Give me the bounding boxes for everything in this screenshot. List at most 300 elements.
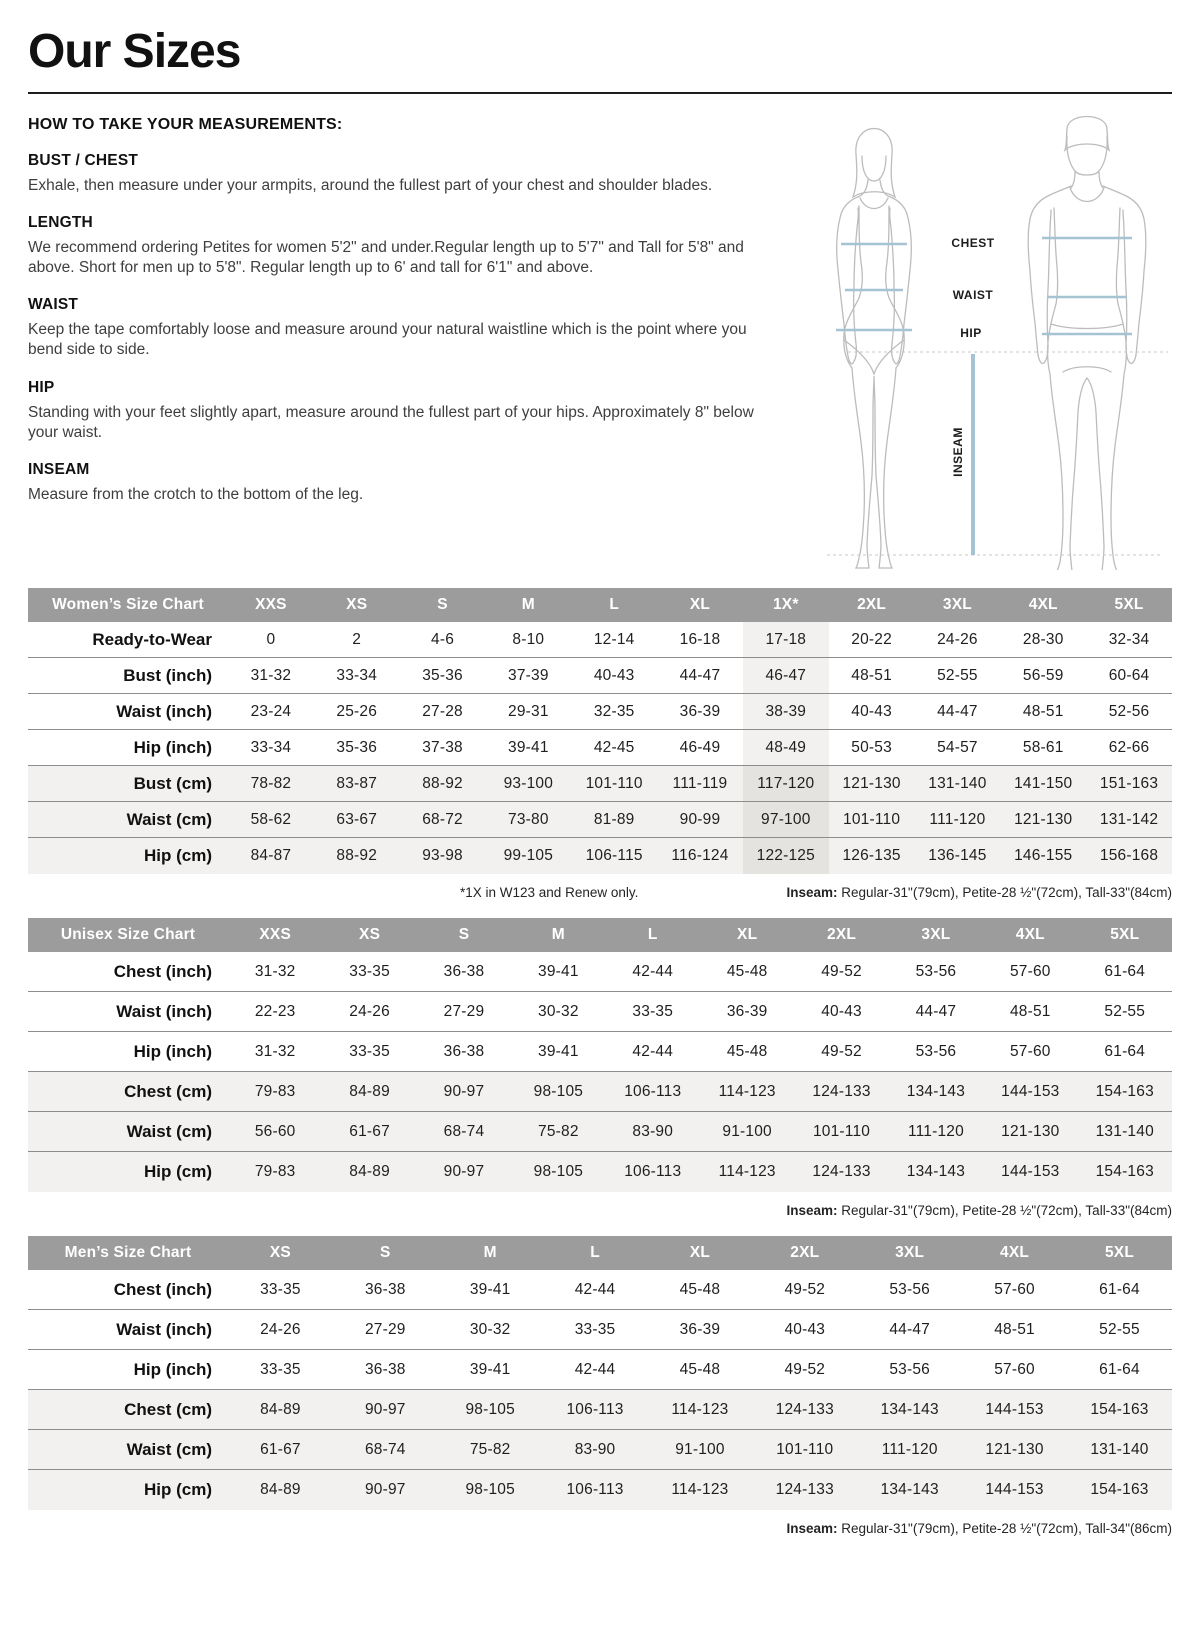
inseam-footnote-text: Regular-31"(79cm), Petite-28 ½"(72cm), Tall-34"(86cm): [837, 1520, 1172, 1536]
row-label: Bust (inch): [123, 665, 212, 685]
size-cell: 88-92: [336, 847, 378, 865]
size-cell: 54-57: [937, 738, 978, 756]
size-cell: 36-39: [679, 702, 721, 720]
size-cell: 68-74: [364, 1440, 406, 1458]
size-cell: 83-90: [574, 1440, 616, 1458]
size-cell: 56-60: [254, 1122, 296, 1140]
size-cell: 44-47: [679, 666, 721, 684]
size-cell: 39-41: [469, 1280, 511, 1298]
size-cell: 24-26: [937, 630, 978, 648]
size-cell: 84-89: [349, 1163, 390, 1181]
size-cell: 111-120: [929, 810, 986, 828]
chest-label: CHEST: [951, 235, 995, 250]
section-body: Exhale, then measure under your armpits, around the fullest part of your chest and shoulder blades.: [28, 176, 713, 194]
size-cell: 116-124: [671, 847, 729, 865]
size-cell: 31-32: [250, 666, 292, 684]
size-cell: 30-32: [469, 1320, 511, 1338]
size-cell: 124-133: [775, 1400, 834, 1418]
size-cell: 46-47: [743, 658, 829, 694]
size-cell: 101-110: [776, 1440, 834, 1458]
row-label: Waist (cm): [126, 809, 212, 829]
size-cell: 36-38: [443, 962, 485, 980]
size-column-header: 3XL: [889, 918, 983, 952]
section-heading: INSEAM: [28, 460, 90, 478]
page-title: Our Sizes: [28, 25, 241, 78]
section-heading: WAIST: [28, 296, 79, 314]
womens-size-table: [28, 588, 1172, 874]
section-body: Measure from the crotch to the bottom of the leg.: [28, 485, 364, 503]
section-inseam: [28, 461, 770, 505]
mens-inseam-footnote: [786, 1521, 1172, 1536]
size-cell: 12-14: [593, 630, 635, 648]
size-cell: 121-130: [985, 1440, 1044, 1458]
size-cell: 144-153: [1001, 1163, 1060, 1181]
size-cell: 101-110: [843, 810, 901, 828]
size-cell: 24-26: [349, 1002, 390, 1020]
size-cell: 39-41: [538, 1042, 579, 1060]
inseam-footnote-label: Inseam:: [786, 1202, 838, 1218]
table-row: [28, 838, 1172, 874]
size-cell: 93-98: [422, 847, 463, 865]
size-cell: 40-43: [821, 1002, 862, 1020]
row-label: Hip (cm): [144, 1162, 212, 1182]
size-cell: 31-32: [254, 1042, 296, 1060]
size-cell: 48-51: [851, 666, 892, 684]
woman-figure-outline: [837, 128, 912, 568]
size-cell: 40-43: [851, 702, 892, 720]
size-column-header: XL: [657, 588, 743, 622]
table-row: [28, 1430, 1172, 1470]
size-cell: 42-44: [574, 1280, 616, 1298]
size-cell: 37-38: [422, 738, 463, 756]
size-cell: 126-135: [842, 847, 901, 865]
man-figure-outline: [1028, 116, 1146, 570]
size-cell: 75-82: [538, 1122, 579, 1140]
row-label: Hip (inch): [133, 737, 212, 757]
size-cell: 45-48: [679, 1360, 721, 1378]
inseam-footnote-label: Inseam:: [786, 884, 838, 900]
size-cell: 144-153: [985, 1400, 1044, 1418]
size-column-header: 2XL: [794, 918, 888, 952]
row-label: Bust (cm): [133, 773, 212, 793]
row-label: Chest (inch): [113, 961, 212, 981]
table-row: [28, 802, 1172, 838]
size-column-header: XXS: [228, 588, 314, 622]
size-cell: 57-60: [1009, 1042, 1051, 1060]
size-cell: 39-41: [538, 962, 579, 980]
section-body: We recommend ordering Petites for women 5'2" and under.Regular length up to 5'7" and Tall for 5'8" and above. Short for men up to 5'8". Regular length up to 6' and tall for 6'1" and above.: [28, 238, 744, 277]
size-cell: 121-130: [1014, 810, 1073, 828]
size-cell: 33-34: [336, 666, 378, 684]
size-cell: 90-97: [364, 1400, 406, 1418]
size-cell: 2: [352, 630, 362, 648]
size-cell: 154-163: [1090, 1400, 1149, 1418]
size-cell: 17-18: [743, 622, 829, 658]
size-cell: 106-113: [624, 1163, 682, 1181]
size-cell: 81-89: [593, 810, 635, 828]
size-column-header: 4XL: [962, 1236, 1067, 1270]
title-divider: [28, 92, 1172, 94]
table-row: [28, 1112, 1172, 1152]
size-cell: 57-60: [994, 1360, 1035, 1378]
size-cell: 30-32: [538, 1002, 579, 1020]
size-cell: 31-32: [254, 962, 296, 980]
size-cell: 57-60: [994, 1280, 1035, 1298]
size-column-header: 3XL: [915, 588, 1001, 622]
size-cell: 84-87: [250, 847, 292, 865]
size-cell: 146-155: [1014, 847, 1073, 865]
row-label: Hip (inch): [133, 1359, 212, 1379]
size-cell: 131-140: [1090, 1440, 1149, 1458]
size-cell: 98-105: [465, 1481, 515, 1499]
size-cell: 0: [266, 630, 276, 648]
size-cell: 60-64: [1108, 666, 1150, 684]
size-cell: 27-29: [364, 1320, 406, 1338]
table-row: [28, 658, 1172, 694]
size-cell: 61-64: [1099, 1280, 1140, 1298]
size-cell: 144-153: [1001, 1082, 1060, 1100]
size-cell: 61-64: [1099, 1360, 1140, 1378]
size-cell: 58-62: [250, 810, 292, 828]
size-cell: 156-168: [1099, 847, 1159, 865]
size-column-header: XS: [322, 918, 416, 952]
size-cell: 106-113: [624, 1082, 682, 1100]
size-cell: 144-153: [985, 1481, 1044, 1499]
size-cell: 36-38: [364, 1360, 406, 1378]
table-header-row: [28, 1236, 1172, 1270]
size-cell: 101-110: [812, 1122, 871, 1140]
size-cell: 53-56: [889, 1360, 931, 1378]
size-cell: 151-163: [1099, 774, 1159, 792]
size-cell: 84-89: [260, 1400, 301, 1418]
size-cell: 48-49: [743, 730, 829, 766]
mens-size-table: [28, 1236, 1172, 1510]
row-label: Waist (inch): [116, 1001, 212, 1021]
row-label: Hip (cm): [144, 846, 212, 866]
size-cell: 33-35: [574, 1320, 616, 1338]
size-column-header: M: [485, 588, 571, 622]
size-cell: 28-30: [1022, 630, 1064, 648]
size-cell: 99-105: [503, 847, 554, 865]
size-cell: 27-29: [443, 1002, 485, 1020]
size-cell: 20-22: [851, 630, 892, 648]
size-column-header: M: [438, 1236, 543, 1270]
size-cell: 114-123: [671, 1400, 729, 1418]
size-cell: 90-97: [364, 1481, 406, 1499]
size-cell: 44-47: [889, 1320, 931, 1338]
table-row: [28, 1350, 1172, 1390]
size-cell: 49-52: [821, 1042, 862, 1060]
size-cell: 131-140: [1095, 1122, 1154, 1140]
size-cell: 53-56: [889, 1280, 931, 1298]
size-cell: 134-143: [880, 1481, 939, 1499]
size-cell: 49-52: [821, 962, 862, 980]
size-column-header: 3XL: [857, 1236, 962, 1270]
size-cell: 134-143: [906, 1082, 966, 1100]
size-cell: 93-100: [503, 774, 554, 792]
size-cell: 134-143: [906, 1163, 966, 1181]
unisex-size-table: [28, 918, 1172, 1192]
womens-1x-footnote: *1X in W123 and Renew only.: [460, 884, 639, 900]
table-header-row: [28, 588, 1172, 622]
body-measurement-diagram: [770, 100, 1172, 570]
size-cell: 154-163: [1090, 1481, 1149, 1499]
size-cell: 35-36: [422, 666, 463, 684]
size-column-header: L: [571, 588, 657, 622]
size-cell: 33-35: [260, 1280, 301, 1298]
size-cell: 22-23: [254, 1002, 296, 1020]
instructions-column: [28, 114, 770, 570]
row-label: Chest (inch): [113, 1279, 212, 1299]
size-cell: 154-163: [1095, 1163, 1154, 1181]
size-cell: 122-125: [743, 838, 829, 874]
size-cell: 42-44: [574, 1360, 616, 1378]
size-cell: 52-55: [1104, 1002, 1146, 1020]
table-row: [28, 952, 1172, 992]
how-to-heading: HOW TO TAKE YOUR MEASUREMENTS:: [28, 115, 343, 133]
size-cell: 83-90: [632, 1122, 674, 1140]
size-cell: 53-56: [915, 1042, 957, 1060]
size-cell: 40-43: [593, 666, 635, 684]
size-cell: 97-100: [743, 802, 829, 838]
size-column-header: 2XL: [829, 588, 915, 622]
size-cell: 88-92: [422, 774, 463, 792]
size-cell: 58-61: [1022, 738, 1064, 756]
size-cell: 16-18: [679, 630, 721, 648]
size-cell: 106-113: [566, 1481, 624, 1499]
size-cell: 35-36: [336, 738, 378, 756]
size-column-header: 4XL: [1000, 588, 1086, 622]
size-cell: 32-35: [593, 702, 635, 720]
size-column-header: 5XL: [1078, 918, 1172, 952]
table-row: [28, 1390, 1172, 1430]
row-label: Waist (cm): [126, 1439, 212, 1459]
row-label: Chest (cm): [124, 1399, 212, 1419]
size-cell: 121-130: [842, 774, 901, 792]
size-cell: 79-83: [254, 1163, 296, 1181]
row-label: Chest (cm): [124, 1081, 212, 1101]
size-cell: 101-110: [585, 774, 643, 792]
size-cell: 84-89: [260, 1481, 301, 1499]
size-cell: 52-55: [937, 666, 978, 684]
size-cell: 33-35: [260, 1360, 301, 1378]
size-cell: 44-47: [915, 1002, 957, 1020]
size-cell: 56-59: [1022, 666, 1064, 684]
size-cell: 79-83: [254, 1082, 296, 1100]
size-cell: 91-100: [675, 1440, 725, 1458]
womens-size-chart: [28, 588, 1172, 900]
table-row: [28, 1270, 1172, 1310]
size-column-header: XS: [228, 1236, 333, 1270]
size-cell: 114-123: [718, 1163, 776, 1181]
size-cell: 52-56: [1108, 702, 1150, 720]
size-cell: 45-48: [726, 1042, 768, 1060]
size-cell: 33-34: [250, 738, 292, 756]
size-column-header: 4XL: [983, 918, 1077, 952]
size-cell: 32-34: [1108, 630, 1150, 648]
size-guide-page: [0, 26, 1200, 1536]
table-row: [28, 992, 1172, 1032]
size-cell: 84-89: [349, 1082, 390, 1100]
size-cell: 73-80: [508, 810, 549, 828]
size-cell: 111-120: [881, 1440, 938, 1458]
size-cell: 78-82: [250, 774, 292, 792]
size-cell: 61-67: [349, 1122, 390, 1140]
size-cell: 90-97: [443, 1163, 485, 1181]
size-cell: 61-67: [260, 1440, 301, 1458]
size-cell: 45-48: [679, 1280, 721, 1298]
measurement-instructions-section: [28, 114, 1172, 570]
size-column-header: 5XL: [1067, 1236, 1172, 1270]
size-cell: 49-52: [784, 1360, 826, 1378]
size-cell: 52-55: [1099, 1320, 1140, 1338]
size-column-header: XL: [700, 918, 794, 952]
size-cell: 36-38: [364, 1280, 406, 1298]
table-title: Unisex Size Chart: [28, 918, 228, 952]
size-cell: 53-56: [915, 962, 957, 980]
inseam-measure-bar: [971, 354, 975, 555]
table-title: Men’s Size Chart: [28, 1236, 228, 1270]
size-cell: 50-53: [851, 738, 892, 756]
size-cell: 44-47: [937, 702, 978, 720]
size-cell: 29-31: [508, 702, 549, 720]
size-cell: 114-123: [671, 1481, 729, 1499]
womens-inseam-footnote: [786, 885, 1172, 900]
row-label: Hip (inch): [133, 1041, 212, 1061]
section-waist: [28, 296, 770, 360]
size-column-header: 1X*: [743, 588, 829, 622]
size-cell: 39-41: [508, 738, 549, 756]
size-cell: 45-48: [726, 962, 768, 980]
unisex-size-chart: [28, 918, 1172, 1218]
table-row: [28, 1470, 1172, 1510]
size-column-header: S: [400, 588, 486, 622]
size-cell: 36-38: [443, 1042, 485, 1060]
section-heading: LENGTH: [28, 213, 93, 231]
size-cell: 27-28: [422, 702, 463, 720]
size-cell: 48-51: [1009, 1002, 1051, 1020]
table-row: [28, 1032, 1172, 1072]
row-label: Hip (cm): [144, 1480, 212, 1500]
size-cell: 68-72: [422, 810, 463, 828]
table-header-row: [28, 918, 1172, 952]
measurement-lines: [836, 235, 1132, 334]
size-cell: 106-113: [566, 1400, 624, 1418]
row-label: Waist (cm): [126, 1121, 212, 1141]
section-heading: HIP: [28, 378, 55, 396]
table-row: [28, 1152, 1172, 1192]
size-cell: 33-35: [349, 962, 390, 980]
size-cell: 124-133: [812, 1163, 871, 1181]
inseam-footnote-text: Regular-31"(79cm), Petite-28 ½"(72cm), Tall-33"(84cm): [837, 1202, 1172, 1218]
size-column-header: 2XL: [752, 1236, 857, 1270]
row-label: Waist (inch): [116, 701, 212, 721]
table-row: [28, 1310, 1172, 1350]
size-cell: 37-39: [508, 666, 549, 684]
table-row: [28, 730, 1172, 766]
table-row: [28, 766, 1172, 802]
size-cell: 48-51: [994, 1320, 1035, 1338]
size-column-header: S: [333, 1236, 438, 1270]
size-cell: 4-6: [431, 630, 455, 648]
size-cell: 154-163: [1095, 1082, 1154, 1100]
size-cell: 68-74: [443, 1122, 485, 1140]
size-cell: 117-120: [743, 766, 829, 802]
size-cell: 38-39: [743, 694, 829, 730]
table-title: Women’s Size Chart: [28, 588, 228, 622]
inseam-label: INSEAM: [951, 426, 965, 477]
size-cell: 111-119: [672, 774, 728, 792]
inseam-footnote-text: Regular-31"(79cm), Petite-28 ½"(72cm), Tall-33"(84cm): [837, 884, 1172, 900]
size-cell: 90-97: [443, 1082, 485, 1100]
section-length: [28, 214, 770, 278]
size-cell: 40-43: [784, 1320, 826, 1338]
size-column-header: XXS: [228, 918, 322, 952]
section-hip: [28, 379, 770, 443]
table-row: [28, 1072, 1172, 1112]
inseam-footnote-label: Inseam:: [786, 1520, 838, 1536]
size-cell: 98-105: [533, 1163, 584, 1181]
table-row: [28, 622, 1172, 658]
size-cell: 24-26: [260, 1320, 301, 1338]
size-column-header: 5XL: [1086, 588, 1172, 622]
mens-size-chart: [28, 1236, 1172, 1536]
section-body: Standing with your feet slightly apart, measure around the fullest part of your hips. Approximately 8" below your waist.: [28, 403, 754, 441]
row-label: Ready-to-Wear: [92, 629, 212, 649]
size-cell: 42-44: [632, 1042, 674, 1060]
row-label: Waist (inch): [116, 1319, 212, 1339]
size-cell: 61-64: [1104, 1042, 1146, 1060]
size-cell: 33-35: [349, 1042, 390, 1060]
size-column-header: M: [511, 918, 605, 952]
waist-label: WAIST: [952, 287, 994, 302]
size-cell: 33-35: [632, 1002, 674, 1020]
section-body: Keep the tape comfortably loose and measure around your natural waistline which is the point where you bend side to side.: [28, 321, 747, 359]
section-bust-chest: [28, 152, 770, 196]
size-column-header: L: [543, 1236, 648, 1270]
size-cell: 131-142: [1099, 810, 1159, 828]
size-cell: 62-66: [1108, 738, 1150, 756]
size-cell: 124-133: [812, 1082, 871, 1100]
size-column-header: L: [606, 918, 700, 952]
size-cell: 114-123: [718, 1082, 776, 1100]
size-cell: 61-64: [1104, 962, 1146, 980]
size-cell: 36-39: [679, 1320, 721, 1338]
size-column-header: XS: [314, 588, 400, 622]
size-cell: 83-87: [336, 774, 378, 792]
size-cell: 42-44: [632, 962, 674, 980]
hip-label: HIP: [960, 325, 982, 340]
size-cell: 39-41: [469, 1360, 511, 1378]
size-cell: 124-133: [775, 1481, 834, 1499]
size-cell: 48-51: [1022, 702, 1064, 720]
size-cell: 90-99: [679, 810, 721, 828]
mens-footnotes: [28, 1521, 1172, 1536]
size-cell: 121-130: [1001, 1122, 1060, 1140]
size-cell: 75-82: [469, 1440, 511, 1458]
womens-footnotes: [28, 885, 1172, 900]
size-cell: 63-67: [336, 810, 378, 828]
size-column-header: XL: [648, 1236, 753, 1270]
size-cell: 36-39: [726, 1002, 768, 1020]
unisex-footnotes: [28, 1203, 1172, 1218]
unisex-inseam-footnote: [786, 1203, 1172, 1218]
size-cell: 57-60: [1009, 962, 1051, 980]
size-cell: 25-26: [336, 702, 378, 720]
size-cell: 49-52: [784, 1280, 826, 1298]
size-cell: 131-140: [928, 774, 987, 792]
size-cell: 46-49: [679, 738, 721, 756]
